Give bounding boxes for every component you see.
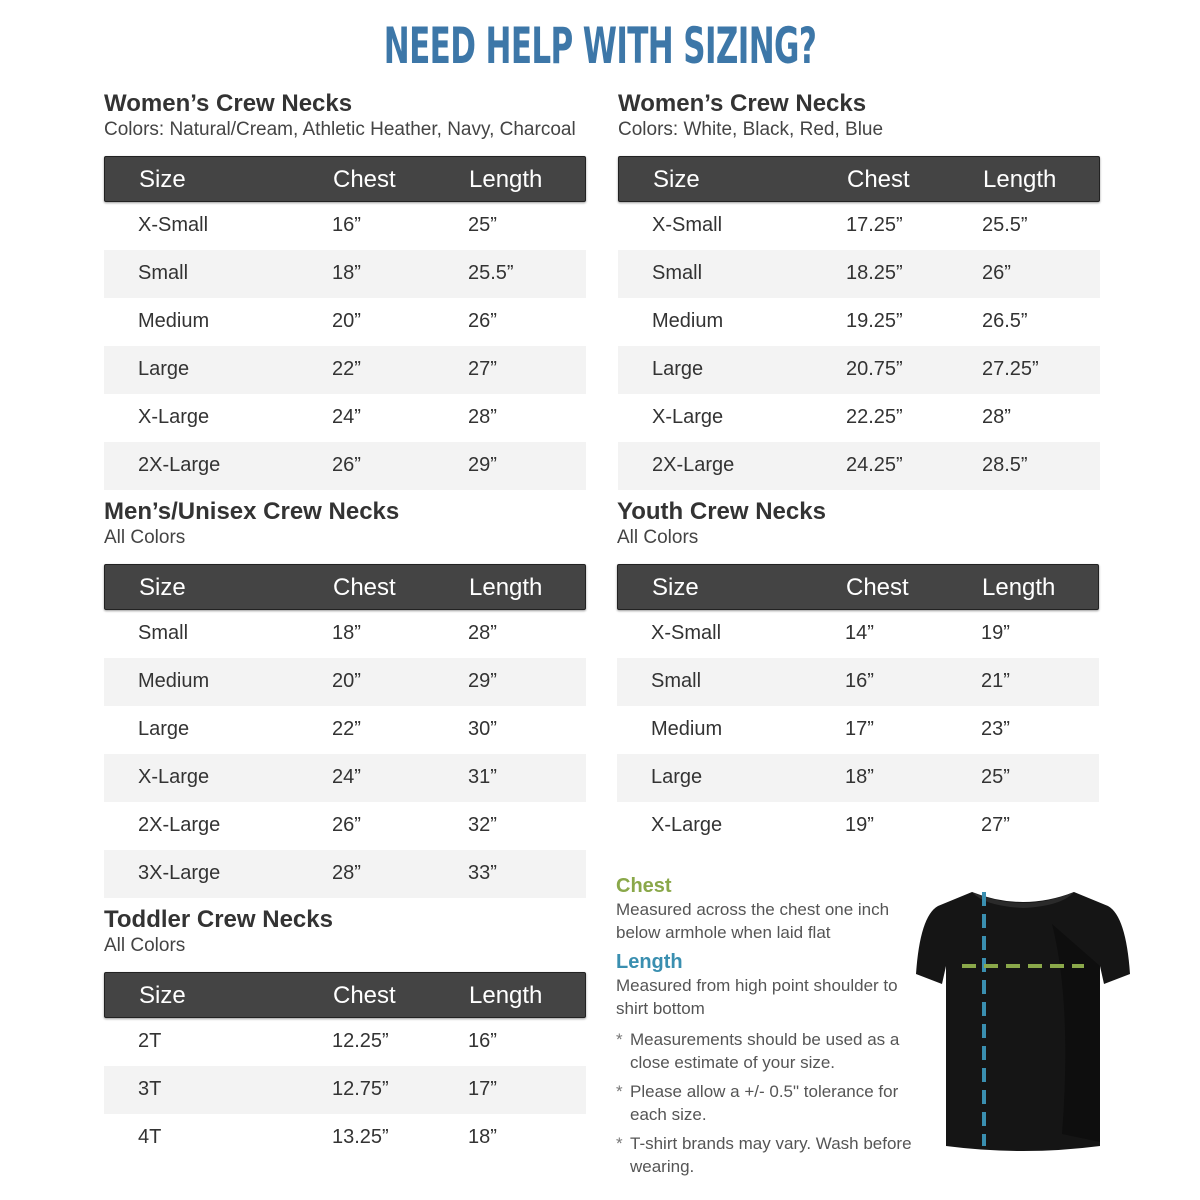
- chest-cell: 20.75”: [846, 358, 903, 380]
- section-title: Youth Crew Necks: [617, 498, 826, 525]
- table-row: [104, 658, 586, 706]
- table-header: [617, 564, 1099, 610]
- table-row: [104, 1018, 586, 1066]
- table-row: [104, 850, 586, 898]
- column-header: Size: [652, 574, 699, 601]
- column-header: Length: [982, 574, 1056, 601]
- length-cell: 21”: [981, 670, 1010, 692]
- chest-cell: 24.25”: [846, 454, 903, 476]
- table-row: [104, 202, 586, 250]
- length-cell: 27.25”: [982, 358, 1039, 380]
- size-cell: X-Large: [138, 406, 210, 428]
- table-row: [104, 346, 586, 394]
- table-row: [104, 754, 586, 802]
- column-header: Chest: [333, 574, 396, 601]
- table-row: [617, 754, 1099, 802]
- youth-section: [617, 498, 1099, 850]
- length-cell: 31”: [468, 766, 497, 788]
- note-item: * T-shirt brands may vary. Wash before wearing.: [616, 1134, 912, 1176]
- length-cell: 23”: [981, 718, 1010, 740]
- chest-cell: 16”: [845, 670, 874, 692]
- section-subtitle: Colors: White, Black, Red, Blue: [618, 119, 884, 140]
- table-row: [617, 802, 1099, 850]
- column-header: Chest: [333, 982, 396, 1009]
- table-row: [104, 802, 586, 850]
- section-title: Women’s Crew Necks: [104, 90, 353, 117]
- table-row: [617, 658, 1099, 706]
- chest-cell: 26”: [332, 814, 361, 836]
- table-row: [618, 346, 1100, 394]
- table-header: [104, 972, 586, 1018]
- size-cell: 3X-Large: [138, 862, 221, 884]
- table-header: [618, 156, 1100, 202]
- chest-cell: 18”: [332, 262, 361, 284]
- chest-cell: 12.25”: [332, 1030, 389, 1052]
- note-item: * Please allow a +/- 0.5" tolerance for each size.: [616, 1082, 899, 1124]
- size-cell: Medium: [651, 718, 723, 740]
- size-cell: Large: [138, 718, 190, 740]
- chest-cell: 20”: [332, 670, 361, 692]
- page-title: NEED HELP WITH SIZING?: [383, 17, 817, 75]
- size-cell: 4T: [138, 1126, 162, 1148]
- length-cell: 33”: [468, 862, 497, 884]
- chest-cell: 12.75”: [332, 1078, 389, 1100]
- column-header: Length: [469, 166, 543, 193]
- chest-cell: 22”: [332, 718, 361, 740]
- size-cell: Medium: [652, 310, 724, 332]
- length-cell: 16”: [468, 1030, 497, 1052]
- note-item: * Measurements should be used as a close estimate of your size.: [616, 1030, 900, 1072]
- length-cell: 27”: [981, 814, 1010, 836]
- size-cell: Medium: [138, 310, 210, 332]
- measurement-notes: [616, 874, 916, 1184]
- chest-cell: 24”: [332, 766, 361, 788]
- table-row: [618, 442, 1100, 490]
- length-cell: 28”: [468, 406, 497, 428]
- column-header: Size: [653, 166, 700, 193]
- chest-cell: 16”: [332, 214, 361, 236]
- size-cell: X-Small: [138, 214, 209, 236]
- table-row: [104, 394, 586, 442]
- length-cell: 32”: [468, 814, 497, 836]
- length-cell: 25.5”: [468, 262, 514, 284]
- asterisk-icon: *: [616, 1082, 623, 1101]
- chest-label: Chest: [616, 875, 672, 897]
- chest-cell: 19.25”: [846, 310, 903, 332]
- table-row: [104, 610, 586, 658]
- size-cell: X-Small: [652, 214, 723, 236]
- column-header: Size: [139, 166, 186, 193]
- chest-cell: 22.25”: [846, 406, 903, 428]
- size-cell: Large: [652, 358, 704, 380]
- size-cell: X-Large: [652, 406, 724, 428]
- size-cell: Small: [138, 622, 189, 644]
- table-header: [104, 156, 586, 202]
- table-row: [104, 1066, 586, 1114]
- size-cell: Small: [652, 262, 703, 284]
- length-cell: 29”: [468, 670, 497, 692]
- section-title: Women’s Crew Necks: [618, 90, 867, 117]
- table-row: [104, 706, 586, 754]
- table-row: [104, 1114, 586, 1162]
- size-table: [104, 156, 586, 490]
- column-header: Size: [139, 982, 186, 1009]
- size-cell: Small: [138, 262, 189, 284]
- table-header: [104, 564, 586, 610]
- asterisk-icon: *: [616, 1030, 623, 1049]
- size-table: [618, 156, 1100, 490]
- section-title: Toddler Crew Necks: [104, 906, 333, 933]
- length-cell: 25”: [981, 766, 1010, 788]
- size-cell: Small: [651, 670, 702, 692]
- length-cell: 26”: [468, 310, 497, 332]
- column-header: Chest: [847, 166, 910, 193]
- length-description: Measured from high point shoulder to shirt bottom: [616, 976, 898, 1018]
- section-title: Men’s/Unisex Crew Necks: [104, 498, 400, 525]
- length-cell: 17”: [468, 1078, 497, 1100]
- table-row: [104, 250, 586, 298]
- chest-cell: 24”: [332, 406, 361, 428]
- womens-white-section: [618, 90, 1100, 490]
- size-cell: Large: [651, 766, 703, 788]
- size-cell: X-Large: [651, 814, 723, 836]
- size-table: [104, 972, 586, 1162]
- column-header: Length: [469, 982, 543, 1009]
- table-row: [618, 394, 1100, 442]
- chest-cell: 17.25”: [846, 214, 903, 236]
- length-cell: 26.5”: [982, 310, 1028, 332]
- table-row: [617, 706, 1099, 754]
- mens-section: [104, 498, 586, 898]
- size-cell: X-Large: [138, 766, 210, 788]
- column-header: Chest: [846, 574, 909, 601]
- asterisk-icon: *: [616, 1134, 623, 1153]
- size-cell: 3T: [138, 1078, 162, 1100]
- tshirt-measurement-icon: [912, 884, 1134, 1154]
- length-cell: 25”: [468, 214, 497, 236]
- length-cell: 28”: [468, 622, 497, 644]
- chest-cell: 19”: [845, 814, 874, 836]
- chest-cell: 17”: [845, 718, 874, 740]
- womens-natural-section: [104, 90, 586, 490]
- size-cell: 2X-Large: [652, 454, 735, 476]
- chest-cell: 18”: [332, 622, 361, 644]
- column-header: Chest: [333, 166, 396, 193]
- length-cell: 30”: [468, 718, 497, 740]
- table-row: [104, 298, 586, 346]
- chest-cell: 13.25”: [332, 1126, 389, 1148]
- chest-cell: 20”: [332, 310, 361, 332]
- length-cell: 25.5”: [982, 214, 1028, 236]
- size-cell: Medium: [138, 670, 210, 692]
- chest-cell: 14”: [845, 622, 874, 644]
- table-row: [104, 442, 586, 490]
- chest-cell: 26”: [332, 454, 361, 476]
- table-row: [618, 298, 1100, 346]
- chest-description: Measured across the chest one inch below armhole when laid flat: [616, 900, 890, 942]
- length-cell: 19”: [981, 622, 1010, 644]
- table-row: [618, 202, 1100, 250]
- column-header: Length: [469, 574, 543, 601]
- length-label: Length: [616, 951, 683, 973]
- length-cell: 29”: [468, 454, 497, 476]
- table-row: [617, 610, 1099, 658]
- length-cell: 27”: [468, 358, 497, 380]
- length-cell: 28.5”: [982, 454, 1028, 476]
- length-cell: 26”: [982, 262, 1011, 284]
- toddler-section: [104, 906, 586, 1162]
- notes-list: [616, 1028, 916, 1178]
- chest-cell: 18”: [845, 766, 874, 788]
- size-cell: Large: [138, 358, 190, 380]
- chest-cell: 18.25”: [846, 262, 903, 284]
- length-cell: 28”: [982, 406, 1011, 428]
- size-table: [104, 564, 586, 898]
- size-cell: 2X-Large: [138, 814, 221, 836]
- size-cell: 2T: [138, 1030, 162, 1052]
- section-subtitle: Colors: Natural/Cream, Athletic Heather, Navy, Charcoal: [104, 119, 576, 140]
- length-cell: 18”: [468, 1126, 497, 1148]
- section-subtitle: All Colors: [104, 935, 186, 956]
- size-table: [617, 564, 1099, 850]
- column-header: Length: [983, 166, 1057, 193]
- section-subtitle: All Colors: [617, 527, 699, 548]
- section-subtitle: All Colors: [104, 527, 186, 548]
- chest-cell: 28”: [332, 862, 361, 884]
- size-cell: X-Small: [651, 622, 722, 644]
- column-header: Size: [139, 574, 186, 601]
- table-row: [618, 250, 1100, 298]
- size-cell: 2X-Large: [138, 454, 221, 476]
- chest-cell: 22”: [332, 358, 361, 380]
